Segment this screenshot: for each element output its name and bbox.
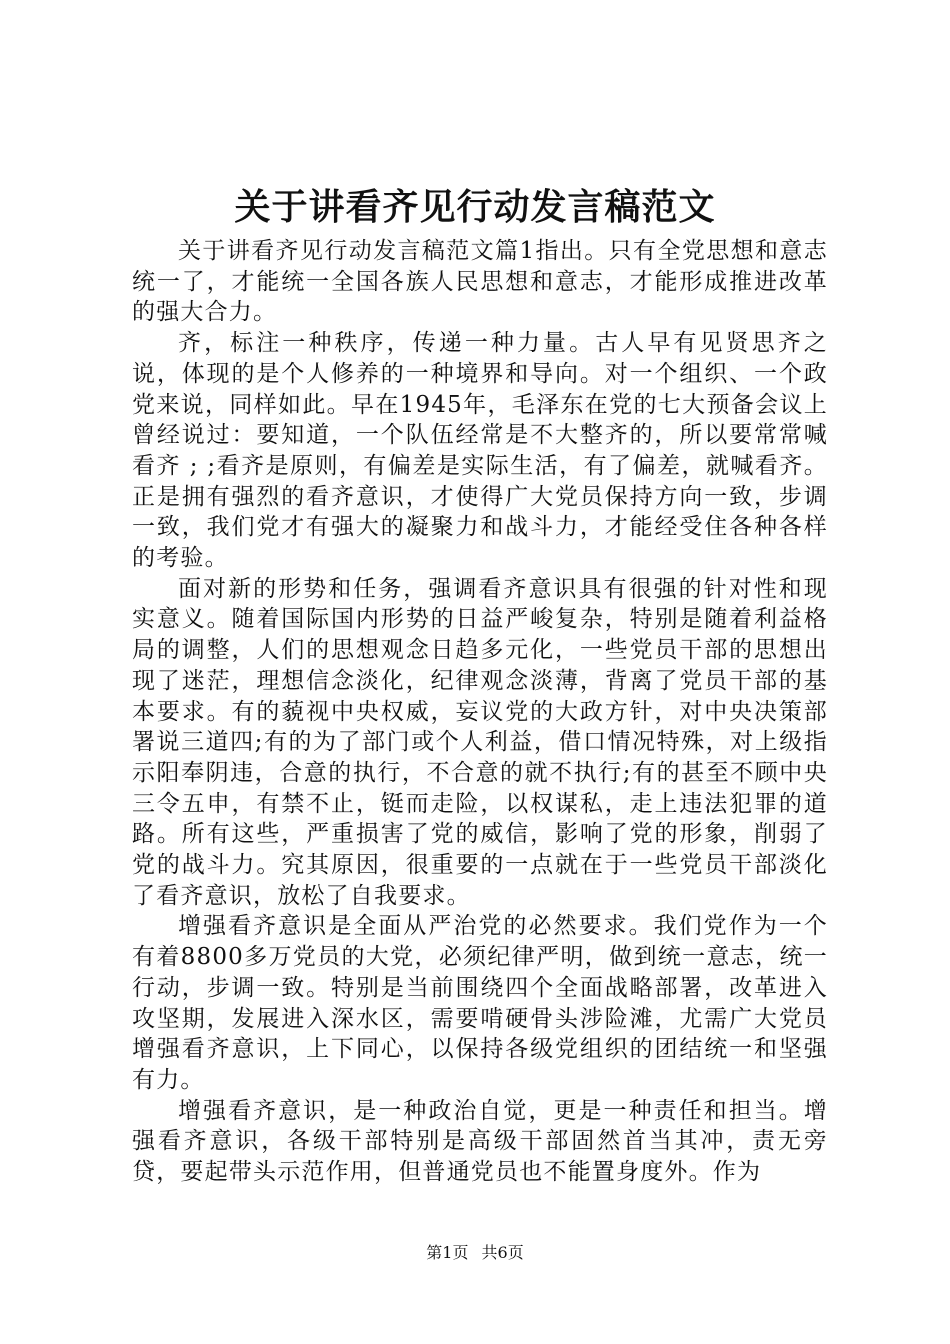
page-footer xyxy=(0,1242,950,1264)
document-title: 关于讲看齐见行动发言稿范文 xyxy=(234,187,716,228)
paragraph-4: 增强看齐意识是全面从严治党的必然要求。我们党作为一个有着8800多万党员的大党，必须纪律严明，做到统一意志，统一行动，步调一致。特别是当前围绕四个全面战略部署，改革进入攻坚期，发展进入深水区，需要啃硬骨头涉险滩，尤需广大党员增强看齐意识，上下同心，以保持各级党组织的团结统一和坚强有力。 xyxy=(132,913,828,1093)
paragraph-1: 关于讲看齐见行动发言稿范文篇1指出。只有全党思想和意志统一了，才能统一全国各族人民思想和意志，才能形成推进改革的强大合力。 xyxy=(132,238,828,326)
paragraph-5: 增强看齐意识，是一种政治自觉，更是一种责任和担当。增强看齐意识，各级干部特别是高级干部固然首当其冲，责无旁贷，要起带头示范作用，但普通党员也不能置身度外。作为 xyxy=(132,1097,828,1186)
page-number: 第1页 xyxy=(426,1243,469,1262)
paragraph-2: 齐，标注一种秩序，传递一种力量。古人早有见贤思齐之说，体现的是个人修养的一种境界和导向。对一个组织、一个政党来说，同样如此。早在1945年，毛泽东在党的七大预备会议上曾经说过：要知道，一个队伍经常是不大整齐的，所以要常常喊看齐 ; ;看齐是原则，有偏差是实际生活，有了偏差，就喊看齐。正是拥有强烈的看齐意识，才使得广大党员保持方向一致，步调一致，我们党才有强大的凝聚力和战斗力，才能经受住各种各样的考验。 xyxy=(132,330,828,572)
page-total: 共6页 xyxy=(481,1243,524,1262)
paragraph-3: 面对新的形势和任务，强调看齐意识具有很强的针对性和现实意义。随着国际国内形势的日益严峻复杂，特别是随着利益格局的调整，人们的思想观念日趋多元化，一些党员干部的思想出现了迷茫，理想信念淡化，纪律观念淡薄，背离了党员干部的基本要求。有的藐视中央权威，妄议党的大政方针，对中央决策部署说三道四;有的为了部门或个人利益，借口情况特殊，对上级指示阳奉阴违，合意的执行，不合意的就不执行;有的甚至不顾中央三令五申，有禁不止，铤而走险，以权谋私，走上违法犯罪的道路。所有这些，严重损害了党的威信，影响了党的形象，削弱了党的战斗力。究其原因，很重要的一点就在于一些党员干部淡化了看齐意识，放松了自我要求。 xyxy=(132,575,828,909)
document-body xyxy=(132,236,828,1188)
